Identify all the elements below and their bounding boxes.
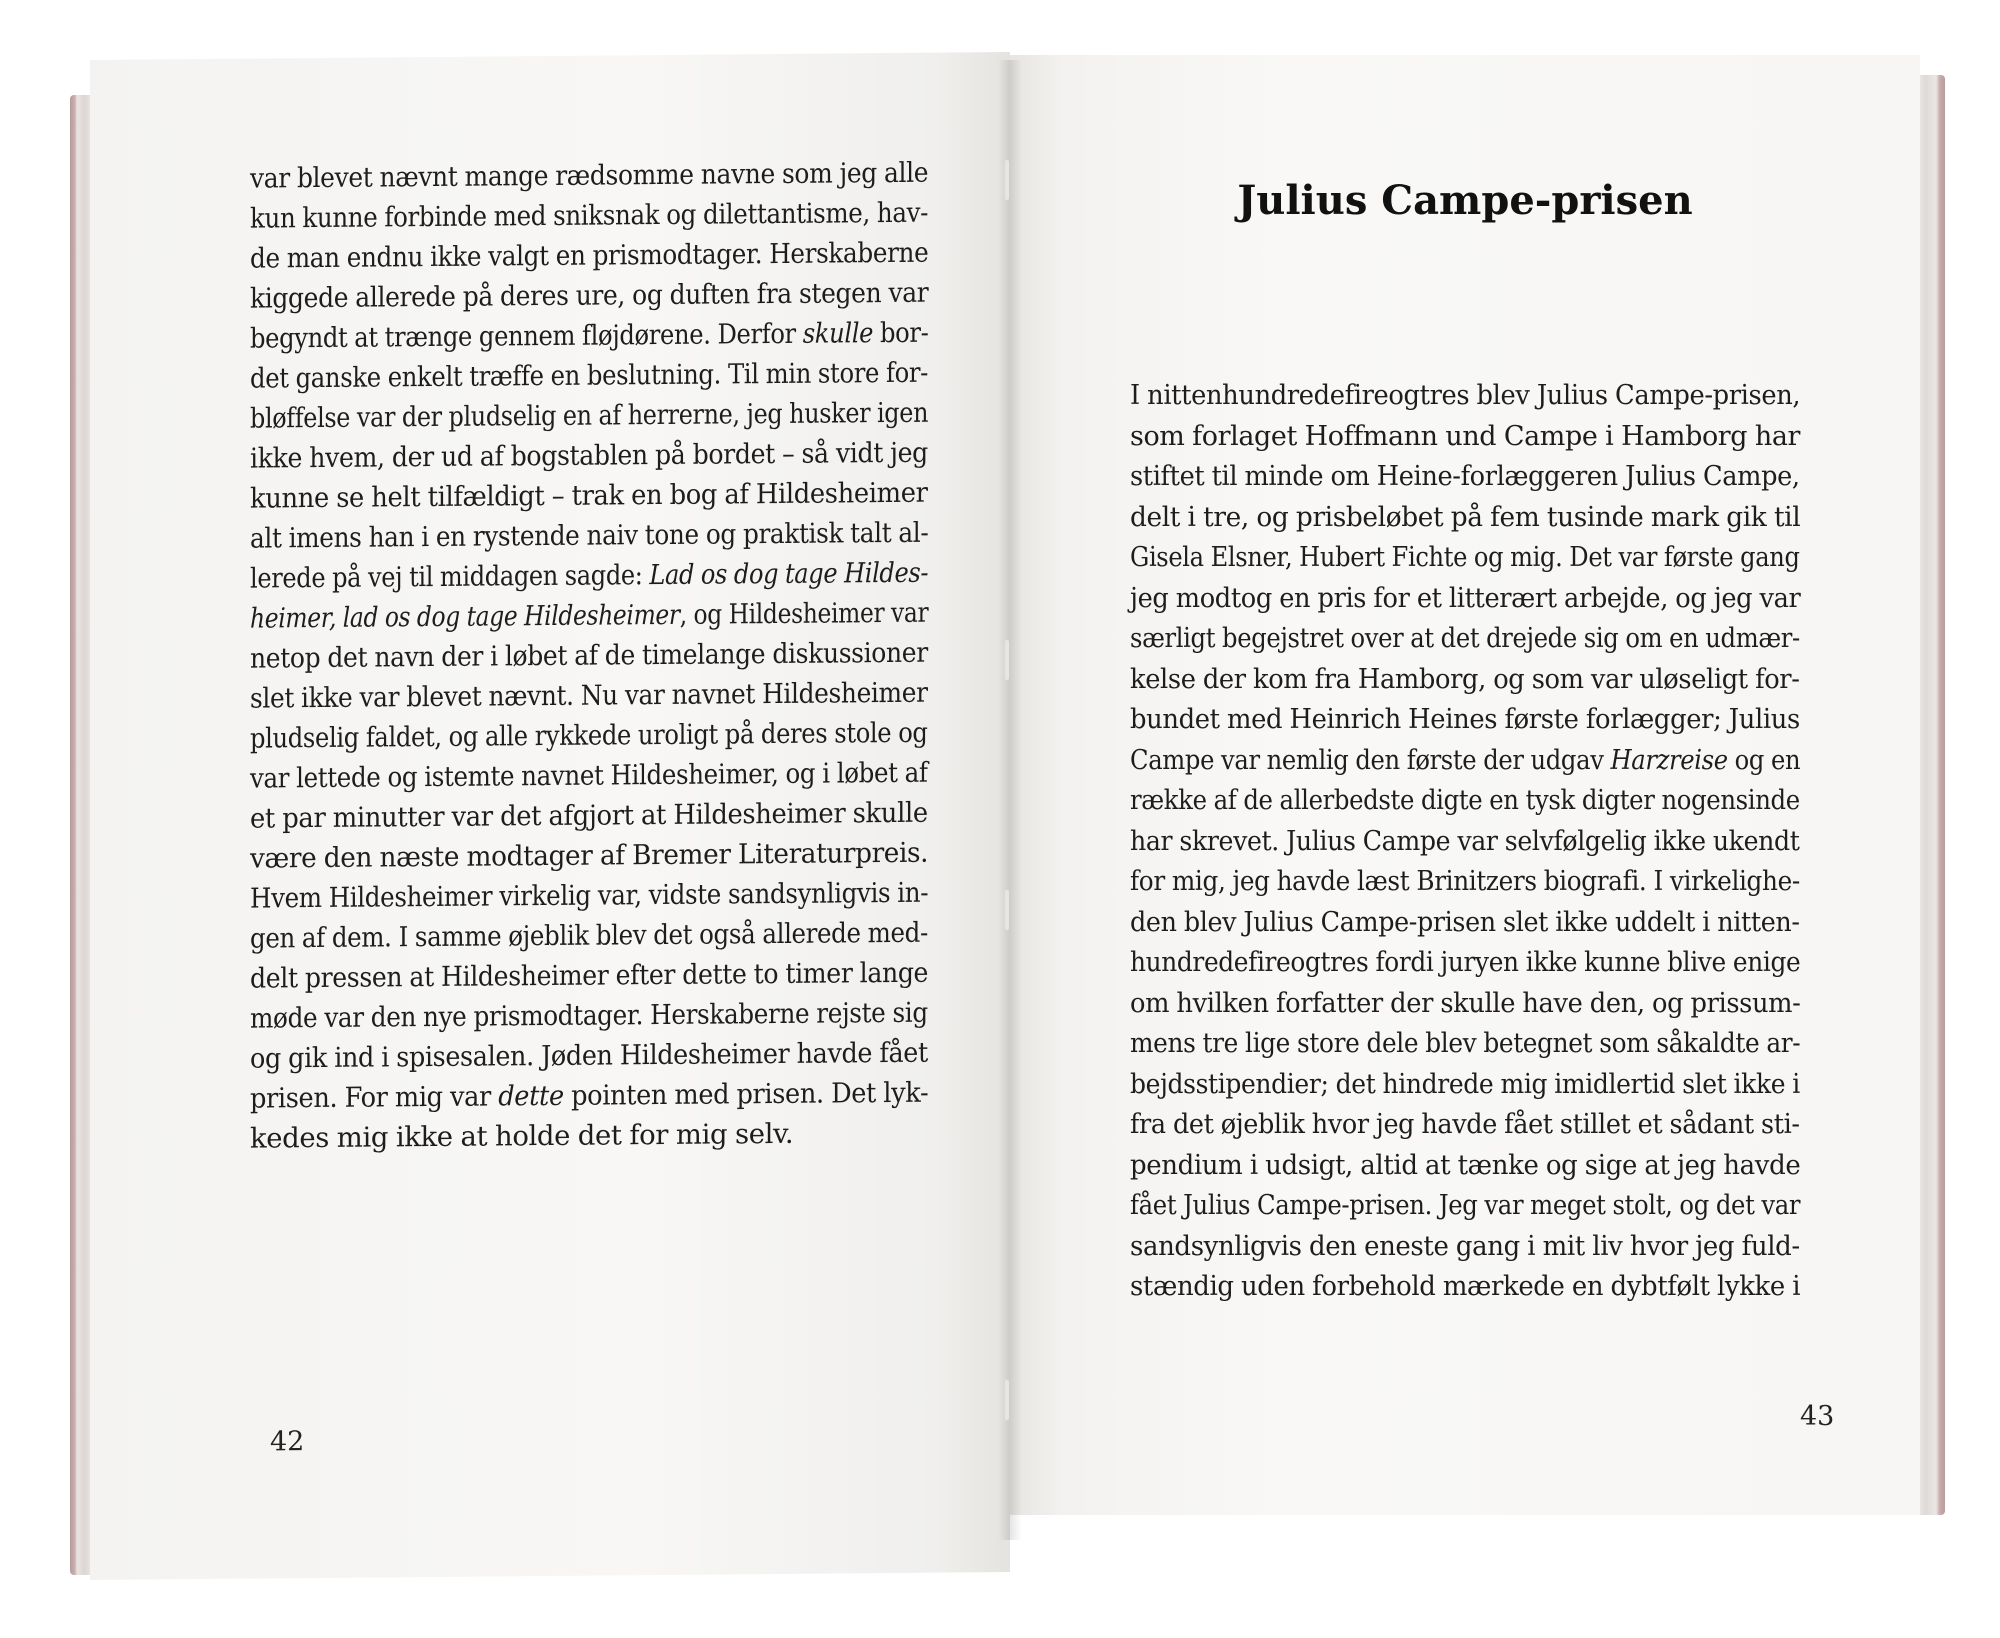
left-page-line (250, 233, 928, 279)
right-page-line (1130, 983, 1800, 1024)
right-page-line (1130, 1064, 1800, 1105)
italic-text: skulle (802, 317, 874, 350)
line-text: Gisela Elsner, Hubert Fichte og mig. Det var første gang (1130, 541, 1800, 573)
left-page-line (250, 713, 928, 759)
left-page-line (250, 1113, 928, 1159)
line-text: pointen med prisen. Det lyk- (563, 1076, 929, 1112)
line-text: møde var den nye prismodtager. Herskaberne rejste sig (250, 996, 928, 1035)
chapter-title: Julius Campe-prisen (1237, 177, 1693, 224)
left-page-line (250, 753, 928, 799)
right-page-line (1130, 821, 1800, 862)
left-page-line (250, 993, 928, 1039)
left-page-line (250, 953, 928, 999)
binding-stitch (1005, 640, 1009, 680)
line-text: var lettede og istemte navnet Hildesheimer, og i løbet af (250, 756, 928, 795)
line-text: særligt begejstret over at det drejede sig om en udmær- (1130, 622, 1800, 654)
right-page-line (1130, 780, 1800, 821)
binding-stitch (1005, 890, 1009, 930)
right-page-line (1130, 416, 1800, 457)
line-text: , og Hildesheimer var (679, 596, 929, 631)
right-page-body (1130, 375, 1800, 1307)
line-text: række af de allerbedste digte en tysk digter nogensinde (1130, 784, 1800, 816)
line-text: fået Julius Campe-prisen. Jeg var meget stolt, og det var (1130, 1189, 1801, 1221)
line-text: kunne se helt tilfældigt – trak en bog af Hildesheimer (250, 476, 928, 515)
italic-text: dette (498, 1079, 564, 1113)
line-text: prisen. For mig var (250, 1080, 499, 1115)
right-page-line (1130, 456, 1800, 497)
line-text: Campe var nemlig den første der udgav (1130, 743, 1611, 776)
right-page-line (1130, 740, 1800, 781)
left-page-body (250, 153, 928, 1159)
left-page-line (250, 873, 928, 919)
line-text: stændig uden forbehold mærkede en dybtfølt lykke i (1130, 1270, 1801, 1302)
left-page-line (250, 353, 928, 399)
line-text: begyndt at trænge gennem fløjdørene. Derfor (250, 317, 803, 355)
line-text: netop det navn der i løbet af de timelange diskussioner (250, 636, 928, 675)
line-text: lerede på vej til middagen sagde: (250, 559, 650, 595)
binding-stitch (1005, 1380, 1009, 1420)
line-text: pendium i udsigt, altid at tænke og sige at jeg havde (1130, 1148, 1801, 1181)
right-page-line (1130, 861, 1800, 902)
line-text: om hvilken forfatter der skulle have den, og prissum- (1130, 986, 1801, 1019)
left-page-line (250, 433, 928, 479)
left-page-line (250, 673, 928, 719)
line-text: det ganske enkelt træffe en beslutning. Til min store for- (250, 356, 929, 395)
right-page-line (1130, 1104, 1800, 1145)
right-page-line (1130, 699, 1800, 740)
line-text: kedes mig ikke at holde det for mig selv. (250, 1117, 794, 1155)
line-text: bundet med Heinrich Heines første forlægger; Julius (1130, 703, 1800, 735)
left-page-line (250, 473, 928, 519)
line-text: stiftet til minde om Heine-forlæggeren Julius Campe, (1130, 460, 1800, 492)
right-page-line (1130, 375, 1800, 416)
line-text: hundredefireogtres fordi juryen ikke kunne blive enige (1130, 946, 1801, 978)
line-text: og gik ind i spisesalen. Jøden Hildesheimer havde fået (250, 1036, 928, 1075)
right-page-line (1130, 1145, 1800, 1186)
left-page-number: 42 (270, 1426, 305, 1458)
line-text: I nittenhundredefireogtres blev Julius Campe-prisen, (1130, 379, 1801, 411)
right-page (1010, 55, 1920, 1515)
left-page-line (250, 153, 928, 199)
left-page-line (250, 193, 928, 239)
left-page-line (250, 913, 928, 959)
line-text: slet ikke var blevet nævnt. Nu var navnet Hildesheimer (250, 676, 928, 715)
left-page-line (250, 633, 928, 679)
line-text: kiggede allerede på deres ure, og duften fra stegen var (250, 276, 929, 315)
right-page-line (1130, 1023, 1800, 1064)
right-page-line (1130, 618, 1800, 659)
left-page-line (250, 793, 928, 839)
left-page-line (250, 313, 928, 359)
line-text: alt imens han i en rystende naiv tone og praktisk talt al- (250, 516, 929, 555)
left-page-line (250, 1033, 928, 1079)
right-page-line (1130, 1185, 1800, 1226)
right-page-number: 43 (1800, 1401, 1835, 1432)
right-page-line (1130, 1226, 1800, 1267)
line-text: den blev Julius Campe-prisen slet ikke uddelt i nitten- (1130, 905, 1800, 938)
left-page-line (250, 393, 928, 439)
line-text: de man endnu ikke valgt en prismodtager. Herskaberne (250, 236, 929, 275)
right-page-line (1130, 659, 1800, 700)
line-text: være den næste modtager af Bremer Literaturpreis. (250, 836, 929, 875)
right-page-line (1130, 537, 1800, 578)
line-text: et par minutter var det afgjort at Hildesheimer skulle (250, 796, 928, 835)
line-text: pludselig faldet, og alle rykkede uroligt på deres stole og (250, 716, 928, 755)
right-page-line (1130, 902, 1800, 943)
line-text: bor- (873, 316, 929, 350)
left-page-line (250, 553, 928, 599)
book-gutter (998, 60, 1022, 1540)
line-text: bløffelse var der pludselig en af herrerne, jeg husker igen (250, 396, 929, 435)
italic-text: Lad os dog tage Hildes- (649, 556, 929, 592)
italic-text: heimer, lad os dog tage Hildesheimer (250, 598, 680, 635)
line-text: jeg modtog en pris for et litterært arbejde, og jeg var (1130, 581, 1801, 614)
left-page-line (250, 593, 928, 639)
left-page-line (250, 1073, 928, 1119)
right-page-line (1130, 497, 1800, 538)
line-text: fra det øjeblik hvor jeg havde fået stillet et sådant sti- (1130, 1108, 1800, 1140)
left-page-line (250, 833, 928, 879)
line-text: var blevet nævnt mange rædsomme navne som jeg alle (250, 156, 929, 195)
line-text: delt i tre, og prisbeløbet på fem tusinde mark gik til (1130, 500, 1801, 533)
right-page-line (1130, 942, 1800, 983)
line-text: bejdsstipendier; det hindrede mig imidlertid slet ikke i (1130, 1067, 1800, 1100)
italic-text: Harzreise (1610, 743, 1728, 776)
line-text: sandsynligvis den eneste gang i mit liv hvor jeg fuld- (1130, 1229, 1800, 1262)
right-page-line (1130, 578, 1800, 619)
line-text: kelse der kom fra Hamborg, og som var uløseligt for- (1130, 662, 1800, 695)
line-text: mens tre lige store dele blev betegnet som såkaldte ar- (1130, 1027, 1801, 1059)
line-text: for mig, jeg havde læst Brinitzers biografi. I virkelighe- (1130, 865, 1800, 897)
line-text: Hvem Hildesheimer virkelig var, vidste sandsynligvis in- (250, 876, 929, 915)
line-text: og en (1727, 743, 1801, 776)
line-text: har skrevet. Julius Campe var selvfølgelig ikke ukendt (1130, 824, 1800, 857)
right-page-line (1130, 1266, 1800, 1307)
left-page (90, 52, 1010, 1580)
line-text: som forlaget Hoffmann und Campe i Hamborg har (1130, 419, 1801, 452)
left-page-line (250, 513, 928, 559)
line-text: kun kunne forbinde med sniksnak og dilettantisme, hav- (250, 196, 929, 235)
line-text: delt pressen at Hildesheimer efter dette to timer lange (250, 956, 929, 995)
left-page-line (250, 273, 928, 319)
line-text: gen af dem. I samme øjeblik blev det også allerede med- (250, 916, 928, 955)
binding-stitch (1005, 160, 1009, 200)
line-text: ikke hvem, der ud af bogstablen på bordet – så vidt jeg (250, 436, 928, 475)
